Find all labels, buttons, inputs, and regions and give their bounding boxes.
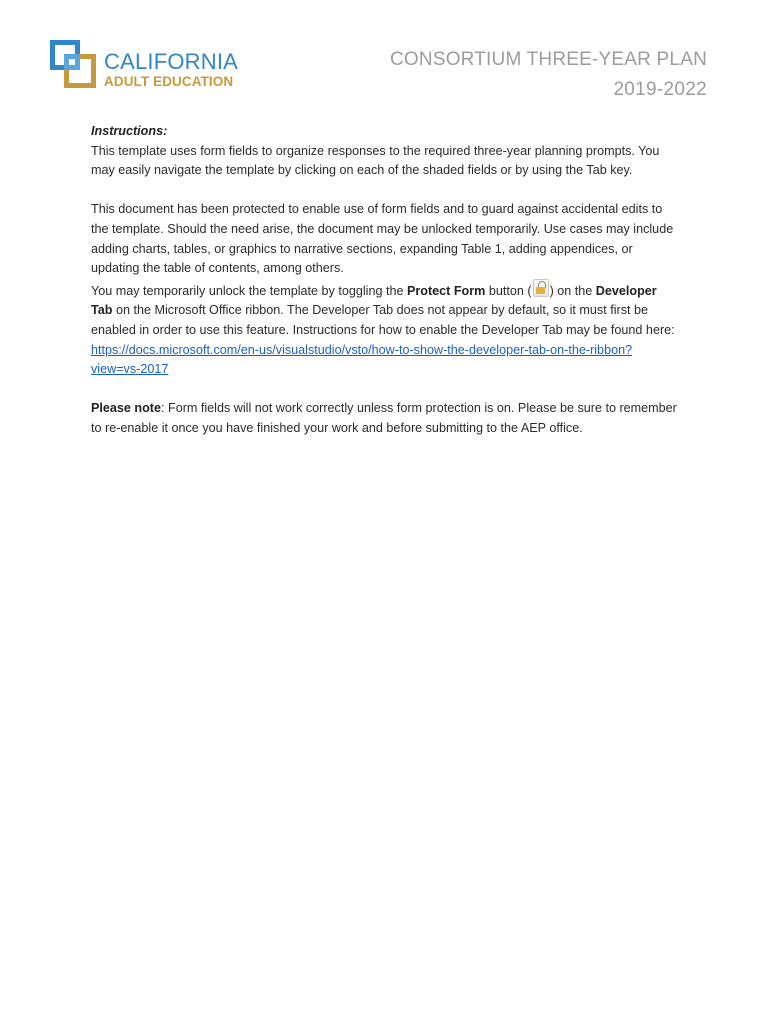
instructions-section [91, 122, 681, 439]
developer-tab-help-link[interactable]: https://docs.microsoft.com/en-us/visualstudio/vsto/how-to-show-the-developer-tab-on-the-ribbon?view=vs-2017 [91, 342, 633, 377]
lock-icon [533, 279, 549, 297]
logo-line-adult-education: ADULT EDUCATION [104, 74, 234, 89]
p3-text-c: ) on the [549, 283, 596, 298]
instructions-paragraph-3 [91, 279, 681, 380]
california-adult-education-logo [48, 38, 248, 94]
protect-form-label: Protect Form [406, 283, 486, 298]
instructions-paragraph-1: This template uses form fields to organize responses to the required three-year planning prompts. You may easily navigate the template by clicking on each of the shaded fields or by using the Tab key. [91, 143, 660, 178]
logo-text [104, 50, 238, 90]
p3-text-d: on the Microsoft Office ribbon. The Developer Tab does not appear by default, so it must first be enabled in order to use this feature. Instructions for how to enable the Developer Tab may be found here: [91, 303, 675, 337]
document-title: CONSORTIUM THREE-YEAR PLAN [390, 49, 707, 70]
p3-text-b: button ( [485, 283, 532, 298]
document-header [390, 48, 707, 102]
developer-tab-label: Developer Tab [91, 283, 657, 318]
p3-text-a: You may temporarily unlock the template by toggling the [91, 283, 407, 298]
please-note-text: : Form fields will not work correctly unless form protection is on. Please be sure to remember to re-enable it once you have finished your work and before submitting to the AEP office. [91, 401, 677, 435]
logo-line-california: CALIFORNIA [104, 49, 239, 74]
instructions-heading: Instructions: [91, 124, 168, 138]
logo-mark-icon [48, 38, 100, 92]
please-note-paragraph [91, 399, 681, 438]
please-note-label: Please note [91, 401, 161, 416]
document-years: 2019-2022 [613, 79, 707, 100]
instructions-paragraph-2: This document has been protected to enable use of form fields and to guard against accidental edits to the template. Should the need arise, the document may be unlocked temporarily. Use cases may include adding charts, tables, or graphics to narrative sections, expanding Table 1, adding appendices, or updating the table of contents, among others. [91, 202, 674, 276]
